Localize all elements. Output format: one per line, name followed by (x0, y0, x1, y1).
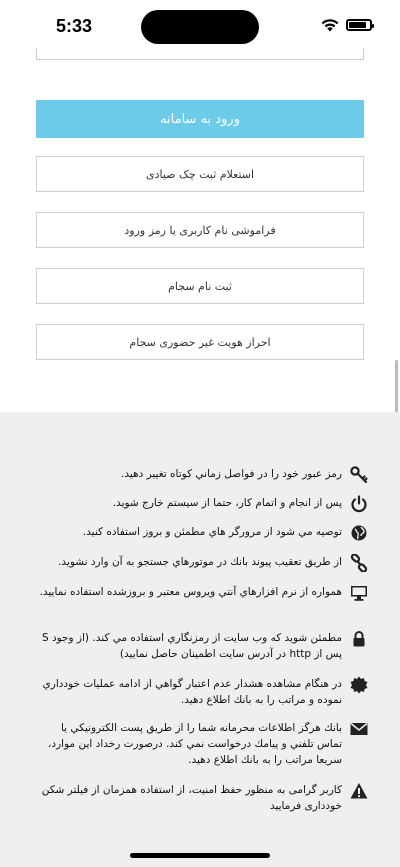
sayadi-check-button[interactable]: استعلام ثبت چک صیادی (36, 156, 364, 192)
tip-text: رمز عبور خود را در فواصل زماني كوتاه تغيير دهيد. (121, 468, 342, 480)
envelope-icon (350, 720, 368, 738)
tip-item (38, 466, 368, 484)
dynamic-island (141, 10, 259, 44)
tip-text: در هنگام مشاهده هشدار عدم اعتبار گواهي از ادامه عمليات خودداري نموده و مراتب را به بانك اطلاع دهيد. (42, 678, 342, 706)
tip-text: توصيه مي شود از مرورگر هاي مطمئن و بروز استفاده كنيد. (82, 526, 342, 538)
tip-item (38, 554, 368, 572)
link-icon (350, 554, 368, 572)
tip-text: مطمئن شويد كه وب سايت از رمزنگاري استفاده مي كند. (از وجود S پس از http در آدرس سايت اطمينان حاصل نماييد) (41, 632, 342, 660)
tip-text: کاربر گرامی به منظور حفظ امنیت، از استفاده همزمان از فیلتر شکن خودداری فرمایید (41, 784, 342, 812)
tip-item (38, 495, 368, 513)
seal-icon (350, 676, 368, 694)
security-tips-section (0, 412, 400, 867)
tip-item (38, 524, 368, 542)
monitor-icon (350, 584, 368, 602)
tip-text: از طريق تعقيب پيوند بانك در موتورهاي جستجو به آن وارد نشويد. (58, 556, 342, 568)
tip-text: بانك هرگز اطلاعات محرمانه شما را از طريق پست الكترونيكي يا تماس تلفني و پيامك درخواست نمي كند. درصورت رخداد اين موارد، سريعا مراتب را به بانك اطلاع دهيد. (48, 722, 342, 766)
tip-text: همواره از نرم افزارهاي آنتي ويروس معتبر و بروزشده استفاده نماييد. (39, 586, 342, 598)
forgot-credentials-button[interactable]: فراموشی نام کاربری یا رمز ورود (36, 212, 364, 248)
key-icon (350, 466, 368, 484)
globe-icon (350, 524, 368, 542)
status-icons (320, 18, 372, 32)
tip-item (38, 630, 368, 662)
battery-fill (349, 22, 366, 28)
tip-item (38, 720, 368, 768)
tip-item (38, 782, 368, 814)
tip-item (38, 584, 368, 602)
status-bar (0, 0, 400, 54)
input-field-edge[interactable] (36, 48, 364, 60)
status-time: 5:33 (56, 16, 93, 36)
home-indicator[interactable] (130, 853, 270, 858)
wifi-icon (320, 18, 340, 32)
sejam-register-button[interactable]: ثبت نام سجام (36, 268, 364, 304)
warning-icon (350, 782, 368, 800)
tip-item (38, 676, 368, 708)
power-icon (350, 495, 368, 513)
tip-text: پس از انجام و اتمام كار، حتما از سيستم خارج شويد. (112, 497, 342, 509)
sejam-identity-button[interactable]: احراز هویت غیر حضوری سجام (36, 324, 364, 360)
battery-icon (346, 19, 372, 31)
lock-icon (350, 630, 368, 648)
login-button[interactable]: ورود به سامانه (36, 100, 364, 138)
